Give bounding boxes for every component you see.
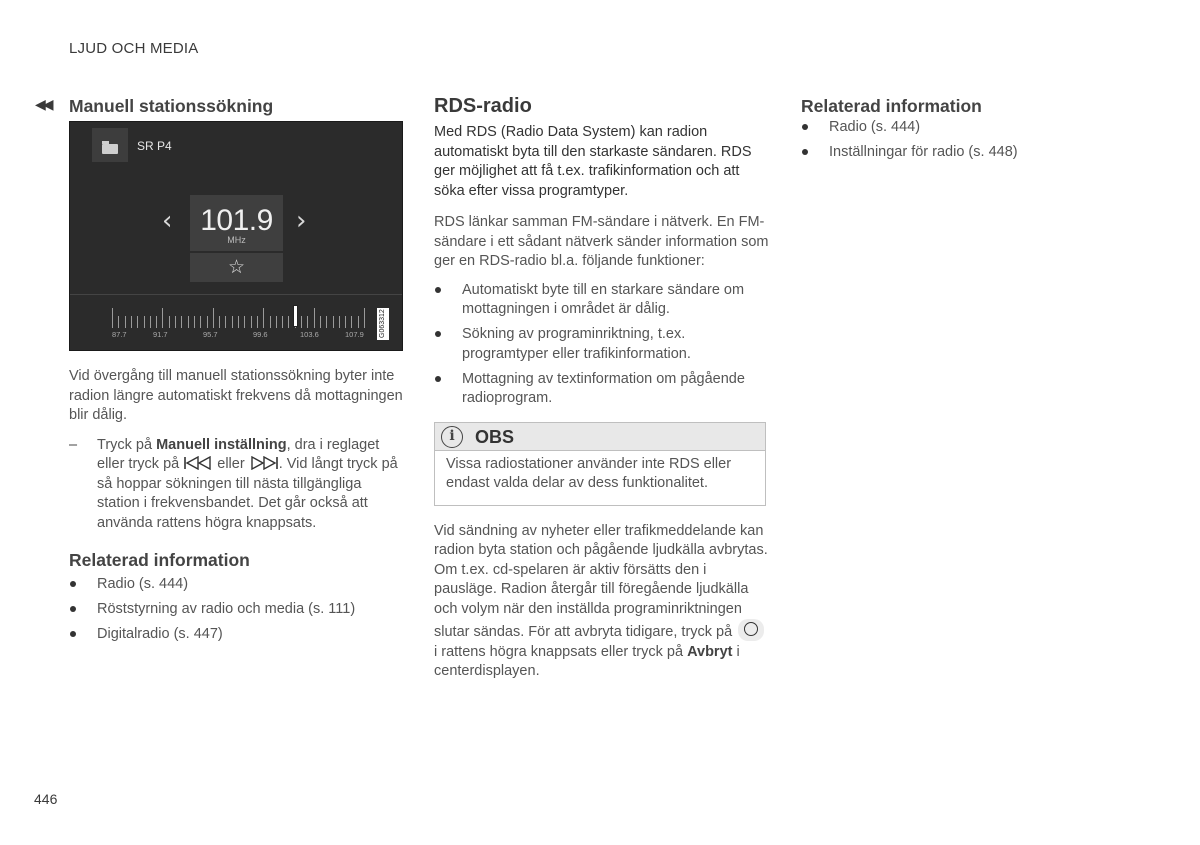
favorite-button bbox=[190, 253, 283, 282]
scale-tick bbox=[358, 316, 359, 328]
scale-tick bbox=[200, 316, 201, 328]
bullet-icon bbox=[435, 331, 441, 337]
scale-tick bbox=[270, 316, 271, 328]
scale-tick bbox=[238, 316, 239, 328]
tuner-needle bbox=[293, 305, 298, 327]
scale-tick bbox=[169, 316, 170, 328]
paragraph-text: Vid sändning av nyheter eller trafikmeddelande kan radion byta station och pågående ljudkälla avbrytas. Om t.ex. cd-spelaren är aktiv försätts den i pausläge. Radion återgår till föregående ljudkälla och volym när den inställda programinriktningen slutar sändas. För att avbryta tidigare, tryck på bbox=[434, 522, 768, 640]
bullet-icon bbox=[70, 581, 76, 587]
related-link[interactable] bbox=[69, 575, 404, 595]
step-text: eller bbox=[213, 456, 249, 472]
scale-tick bbox=[156, 316, 157, 328]
frequency-scale bbox=[112, 308, 364, 328]
related-link[interactable] bbox=[801, 143, 1101, 163]
related-link-label: Radio (s. 444) bbox=[829, 119, 921, 135]
scale-tick bbox=[320, 316, 321, 328]
list-item-text: Automatiskt byte till en starkare sändare om mottagningen i området är dålig. bbox=[462, 281, 745, 317]
lead-paragraph: Med RDS (Radio Data System) kan radion automatiskt byta till den starkaste sändaren. RDS ger möjlighet att få t.ex. trafikinformation och att söka efter vissa programtyper. bbox=[434, 124, 752, 199]
skip-forward-icon bbox=[250, 456, 278, 470]
step-text: Tryck på bbox=[97, 436, 157, 453]
chevron-left-icon: ‹ bbox=[162, 206, 173, 236]
scale-tick bbox=[339, 316, 340, 328]
list-item-text: Mottagning av textinformation om pågående radioprogram. bbox=[462, 370, 745, 406]
scale-tick bbox=[225, 316, 226, 328]
rds-features-list bbox=[434, 281, 769, 409]
related-link-label: Radio (s. 444) bbox=[97, 576, 189, 592]
scale-tick bbox=[213, 308, 214, 328]
note-title: OBS bbox=[475, 426, 515, 447]
bullet-icon bbox=[70, 606, 76, 612]
scale-tick bbox=[314, 308, 315, 328]
step-bold: Manuell inställning bbox=[156, 436, 287, 453]
paragraph-text: i centerdisplayen. bbox=[434, 643, 740, 679]
bullet-icon bbox=[70, 631, 76, 637]
scale-tick bbox=[301, 316, 302, 328]
scale-tick bbox=[288, 316, 289, 328]
list-item bbox=[434, 281, 769, 320]
frequency-display bbox=[190, 195, 283, 251]
scale-tick bbox=[219, 316, 220, 328]
scale-tick bbox=[144, 316, 145, 328]
scale-tick bbox=[263, 308, 264, 328]
note-box bbox=[434, 422, 766, 506]
scale-tick bbox=[333, 316, 334, 328]
scale-tick bbox=[175, 316, 176, 328]
scale-tick bbox=[232, 316, 233, 328]
page-number: 446 bbox=[34, 791, 58, 807]
related-title: Relaterad information bbox=[69, 550, 250, 570]
scale-tick bbox=[118, 316, 119, 328]
screen-divider bbox=[70, 294, 402, 295]
scale-label: 107.9 bbox=[345, 330, 364, 339]
scale-tick bbox=[364, 308, 365, 328]
scale-tick bbox=[307, 316, 308, 328]
instruction-step bbox=[69, 436, 404, 534]
final-paragraph bbox=[434, 522, 769, 682]
scale-tick bbox=[276, 316, 277, 328]
scale-tick bbox=[257, 316, 258, 328]
chevron-right-icon: › bbox=[296, 206, 307, 236]
radio-screen-illustration bbox=[69, 121, 403, 351]
bullet-icon bbox=[435, 376, 441, 382]
scale-label: 91.7 bbox=[153, 330, 168, 339]
station-name: SR P4 bbox=[137, 139, 172, 153]
scale-tick bbox=[188, 316, 189, 328]
related-list bbox=[801, 118, 1101, 163]
scale-tick bbox=[181, 316, 182, 328]
scale-tick bbox=[282, 316, 283, 328]
note-header bbox=[435, 423, 765, 451]
related-link[interactable] bbox=[801, 118, 1101, 138]
section-title: Manuell stationssökning bbox=[69, 96, 274, 116]
related-link[interactable] bbox=[69, 600, 404, 620]
scale-label: 99.6 bbox=[253, 330, 268, 339]
section-title: RDS-radio bbox=[434, 95, 532, 117]
bullet-icon bbox=[802, 149, 808, 155]
related-link[interactable] bbox=[69, 625, 404, 645]
related-link-label: Röststyrning av radio och media (s. 111) bbox=[97, 601, 356, 617]
related-info-section bbox=[801, 95, 1101, 168]
info-icon: i bbox=[441, 426, 463, 448]
image-code: G063312 bbox=[377, 308, 389, 340]
list-item-text: Sökning av programinriktning, t.ex. programtyper eller trafikinformation. bbox=[462, 326, 691, 362]
list-item bbox=[434, 370, 769, 409]
circle-button-icon bbox=[738, 619, 764, 641]
intro-paragraph: Vid övergång till manuell stationssökning byter inte radion längre automatiskt frekvens då mottagningen blir dålig. bbox=[69, 368, 403, 423]
folder-icon bbox=[102, 144, 118, 154]
related-list bbox=[69, 575, 404, 645]
scale-tick bbox=[112, 308, 113, 328]
body-paragraph: RDS länkar samman FM-sändare i nätverk. En FM-sändare i ett sådant nätverk sänder information som ger en RDS-radio bl.a. följande funktioner: bbox=[434, 214, 769, 269]
related-link-label: Inställningar för radio (s. 448) bbox=[829, 144, 1018, 160]
frequency-value: 101.9 bbox=[200, 204, 273, 237]
skip-back-icon bbox=[184, 456, 212, 470]
scale-tick bbox=[125, 316, 126, 328]
scale-tick bbox=[150, 316, 151, 328]
paragraph-text: i rattens högra knappsats eller tryck på bbox=[434, 643, 688, 660]
step-dash: – bbox=[69, 436, 78, 453]
scale-tick bbox=[326, 316, 327, 328]
related-title: Relaterad information bbox=[801, 96, 982, 116]
scale-tick bbox=[244, 316, 245, 328]
chapter-header: LJUD OCH MEDIA bbox=[69, 40, 199, 57]
scale-tick bbox=[345, 316, 346, 328]
step-text: , dra i reglaget eller tryck på bbox=[97, 436, 380, 472]
scale-tick bbox=[137, 316, 138, 328]
scale-tick bbox=[351, 316, 352, 328]
paragraph-bold: Avbryt bbox=[687, 643, 733, 660]
manual-tuning-section bbox=[35, 95, 404, 650]
bullet-icon bbox=[802, 124, 808, 130]
related-link-label: Digitalradio (s. 447) bbox=[97, 626, 223, 642]
scale-label: 95.7 bbox=[203, 330, 218, 339]
scale-tick bbox=[131, 316, 132, 328]
list-item bbox=[434, 325, 769, 364]
scale-label: 87.7 bbox=[112, 330, 127, 339]
continuation-icon: ◀◀ bbox=[35, 96, 51, 112]
bullet-icon bbox=[435, 287, 441, 293]
rds-radio-section bbox=[434, 95, 769, 682]
star-icon: ☆ bbox=[227, 257, 246, 278]
frequency-unit: MHz bbox=[227, 235, 246, 245]
scale-tick bbox=[251, 316, 252, 328]
scale-tick bbox=[162, 308, 163, 328]
step-text: . Vid långt tryck på så hoppar sökningen till nästa tillgängliga station i frekvensbandet. Det går också att använda rattens högra knappsats. bbox=[97, 456, 398, 531]
note-text: Vissa radiostationer använder inte RDS eller endast valda delar av dess funktionalitet. bbox=[446, 455, 732, 491]
scale-tick bbox=[207, 316, 208, 328]
scale-label: 103.6 bbox=[300, 330, 319, 339]
scale-tick bbox=[194, 316, 195, 328]
